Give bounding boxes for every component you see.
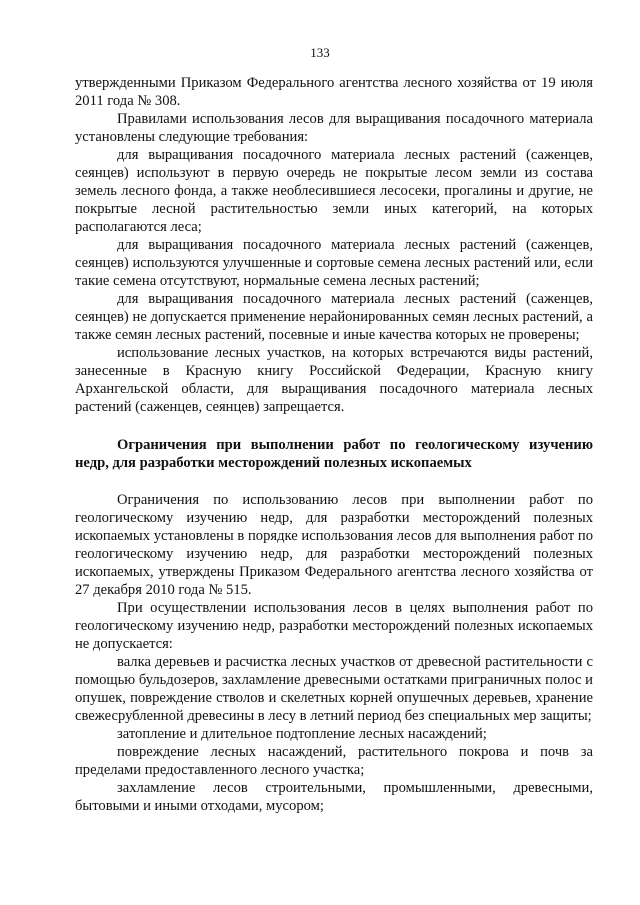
paragraph: для выращивания посадочного материала лесных растений (саженцев, сеянцев) используют в первую очередь не покрытые лесом земли из состава земель лесного фонда, а также необлесившиеся лесосеки, прогалины и другие, не покрытые лесной растительностью земли иных категорий, на которых располагаются леса; <box>75 147 593 235</box>
page-content <box>75 74 593 815</box>
page-number: 133 <box>310 45 330 60</box>
paragraph: затопление и длительное подтопление лесных насаждений; <box>117 726 487 742</box>
paragraph: Правилами использования лесов для выращивания посадочного материала установлены следующие требования: <box>75 111 593 145</box>
restrictions-section <box>75 491 593 815</box>
paragraph: для выращивания посадочного материала лесных растений (саженцев, сеянцев) используются улучшенные и сортовые семена лесных растений или, если такие семена отсутствуют, нормальные семена лесных растений; <box>75 237 593 289</box>
section-heading: Ограничения при выполнении работ по геологическому изучению недр, для разработки месторождений полезных ископаемых <box>75 437 593 471</box>
requirements-section <box>75 74 593 416</box>
paragraph: захламление лесов строительными, промышленными, древесными, бытовыми и иными отходами, мусором; <box>75 780 593 814</box>
spacer <box>75 416 593 436</box>
paragraph: повреждение лесных насаждений, растительного покрова и почв за пределами предоставленного лесного участка; <box>75 744 593 778</box>
paragraph: Ограничения по использованию лесов при выполнении работ по геологическому изучению недр, для разработки месторождений полезных ископаемых установлены в порядке использования лесов для выполнения работ по геологическому изучению недр, для разработки месторождений полезных ископаемых, утверждены Приказом Федерального агентства лесного хозяйства от 27 декабря 2010 года № 515. <box>75 492 593 598</box>
paragraph: для выращивания посадочного материала лесных растений (саженцев, сеянцев) не допускается применение нерайонированных семян лесных растений, а также семян лесных растений, посевные и иные качества которых не проверены; <box>75 291 593 343</box>
paragraph: валка деревьев и расчистка лесных участков от древесной растительности с помощью бульдозеров, захламление древесными остатками приграничных полос и опушек, повреждение стволов и скелетных корней опушечных деревьев, хранение свежесрубленной древесины в лесу в летний период без специальных мер защиты; <box>75 654 593 724</box>
paragraph: использование лесных участков, на которых встречаются виды растений, занесенные в Красную книгу Российской Федерации, Красную книгу Архангельской области, для выращивания посадочного материала лесных растений (саженцев, сеянцев) запрещается. <box>75 345 593 415</box>
paragraph: утвержденными Приказом Федерального агентства лесного хозяйства от 19 июля 2011 года № 308. <box>75 75 593 109</box>
spacer <box>75 472 593 491</box>
paragraph: При осуществлении использования лесов в целях выполнения работ по геологическому изучению недр, разработки месторождений полезных ископаемых не допускается: <box>75 600 593 652</box>
